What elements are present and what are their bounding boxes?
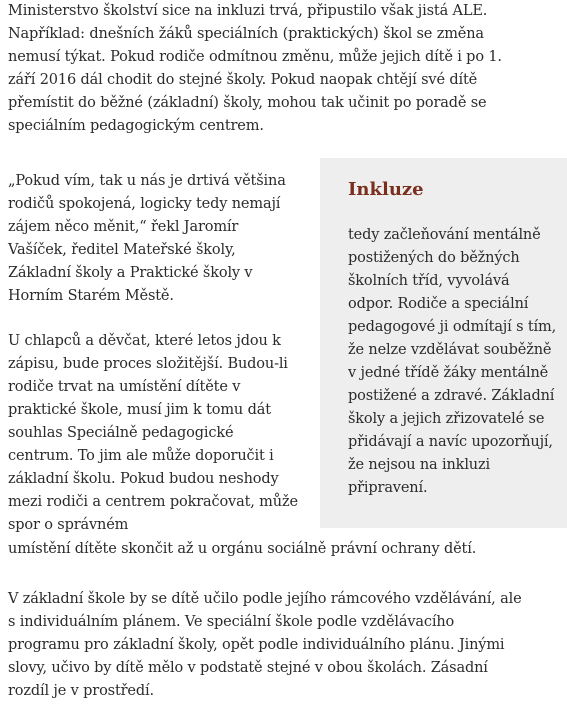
article-paragraph-3: U chlapců a děvčat, které letos jdou k zápisu, bude proces složitější. Budou-li rodiče trvat na umístění dítěte v praktické škole, musí jim k tomu dát souhlas Speciálně pedagogické centrum. To jim ale může doporučit i základní školu. Pokud budou neshody mezi rodiči a centrem pokračovat, může spor o správném: [8, 333, 298, 533]
article-paragraph-4: V základní škole by se dítě učilo podle jejího rámcového vzdělávání, ale s individuálním plánem. Ve speciální škole podle vzdělávacího programu pro základní školy, opět podle individuálního plánu. Jinými slovy, učivo by dítě mělo v podstatě stejné v obou školách. Zásadní rozdíl je v prostředí.: [8, 591, 522, 699]
info-box-text: tedy začleňování mentálně postižených do běžných školních tříd, vyvolává odpor. Rodiče a speciální pedagogové ji odmítají s tím, že nelze vzdělávat souběžně v jedné třídě žáky mentálně postižené a zdravé. Základní školy a jejich zřizovatelé se přidávají a navíc upozorňují, že nejsou na inkluzi připravení.: [348, 227, 557, 496]
inkluze-info-box: [320, 158, 567, 528]
article-paragraph-3-continued: umístění dítěte skončit až u orgánu sociálně právní ochrany dětí.: [8, 541, 477, 557]
article-paragraph-2-quote: „Pokud vím, tak u nás je drtivá většina rodičů spokojená, logicky tedy nemají zájem něco měnit,“ řekl Jaromír Vašíček, ředitel Mateřské školy, Základní školy a Praktické školy v Horním Starém Městě.: [8, 173, 286, 304]
article-paragraph-1: Ministerstvo školství sice na inkluzi trvá, připustilo však jistá ALE. Například: dnešních žáků speciálních (praktických) škol se změna nemusí týkat. Pokud rodiče odmítnou změnu, může jejich dítě i po 1. září 2016 dál chodit do stejné školy. Pokud naopak chtějí své dítě přemístit do běžné (základní) školy, mohou tak učinit po poradě se speciálním pedagogickým centrem.: [8, 3, 502, 134]
info-box-title: Inkluze: [348, 179, 424, 200]
